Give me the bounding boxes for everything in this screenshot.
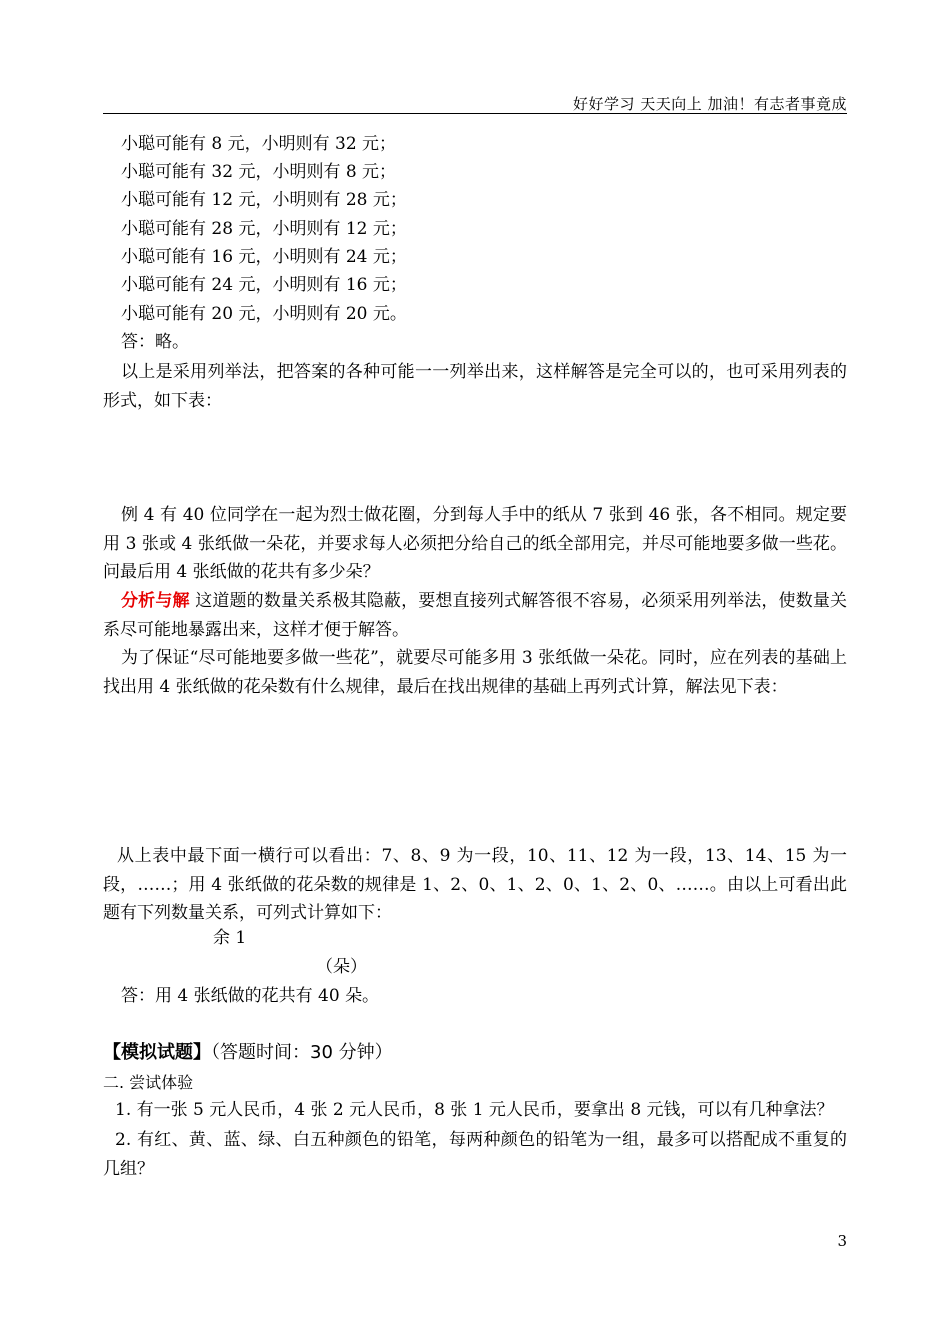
answer-line: 答：略。 [121,332,189,352]
paragraph-list-method: 以上是采用列举法，把答案的各种可能一一列举出来，这样解答是完全可以的，也可采用列表的形式，如下表： [103,362,847,411]
unit-label: （朵） [316,957,367,977]
list-item: 小聪可能有 8 元，小明则有 32 元； [121,134,397,154]
page-header: 好好学习 天天向上 加油！有志者事竟成 [572,95,847,113]
example-4: 例 4 有 40 位同学在一起为烈士做花圈，分到每人手中的纸从 7 张到 46 张，各不相同。规定要用 3 张或 4 张纸做一朵花，并要求每人必须把分给自己的纸全部用完，并尽可能地要多做一些花。问最后用 4 张纸做的花共有多少朵？ [103,505,847,582]
section-time: （答题时间：30 分钟） [211,1042,393,1063]
subsection-heading: 二. 尝试体验 [103,1073,194,1092]
analysis-text: 这道题的数量关系极其隐蔽，要想直接列式解答很不容易，必须采用列举法，使数量关系尽可能地暴露出来，这样才便于解答。 [103,591,848,640]
analysis-label: 分析与解 [121,591,190,611]
section-title: 【模拟试题】 [103,1042,211,1063]
answer-line: 答：用 4 张纸做的花共有 40 朵。 [121,986,380,1006]
analysis-paragraph [103,587,847,644]
section-heading [103,1041,393,1065]
page-number: 3 [837,1232,847,1250]
remainder-label: 余 1 [213,928,247,948]
list-item: 小聪可能有 28 元，小明则有 12 元； [121,219,407,239]
list-item: 小聪可能有 20 元，小明则有 20 元。 [121,304,407,324]
paragraph-table-observation: 从上表中最下面一横行可以看出：7、8、9 为一段，10、11、12 为一段，13、14、15 为一段，……；用 4 张纸做的花朵数的规律是 1、2、0、1、2、0、1、2、0、……。由以上可看出此题有下列数量关系，可列式计算如下： [103,846,847,923]
paragraph-guarantee: 为了保证“尽可能地要多做一些花”，就要尽可能多用 3 张纸做一朵花。同时，应在列表的基础上找出用 4 张纸做的花朵数有什么规律，最后在找出规律的基础上再列式计算，解法见下表： [103,648,847,697]
list-item: 小聪可能有 24 元，小明则有 16 元； [121,275,407,295]
header-divider [103,113,847,114]
question-1: 1. 有一张 5 元人民币，4 张 2 元人民币，8 张 1 元人民币，要拿出 8 元钱，可以有几种拿法？ [115,1100,834,1120]
list-item: 小聪可能有 12 元，小明则有 28 元； [121,190,407,210]
question-2: 2. 有红、黄、蓝、绿、白五种颜色的铅笔，每两种颜色的铅笔为一组，最多可以搭配成不重复的几组？ [103,1130,847,1179]
list-item: 小聪可能有 16 元，小明则有 24 元； [121,247,407,267]
list-item: 小聪可能有 32 元，小明则有 8 元； [121,162,397,182]
